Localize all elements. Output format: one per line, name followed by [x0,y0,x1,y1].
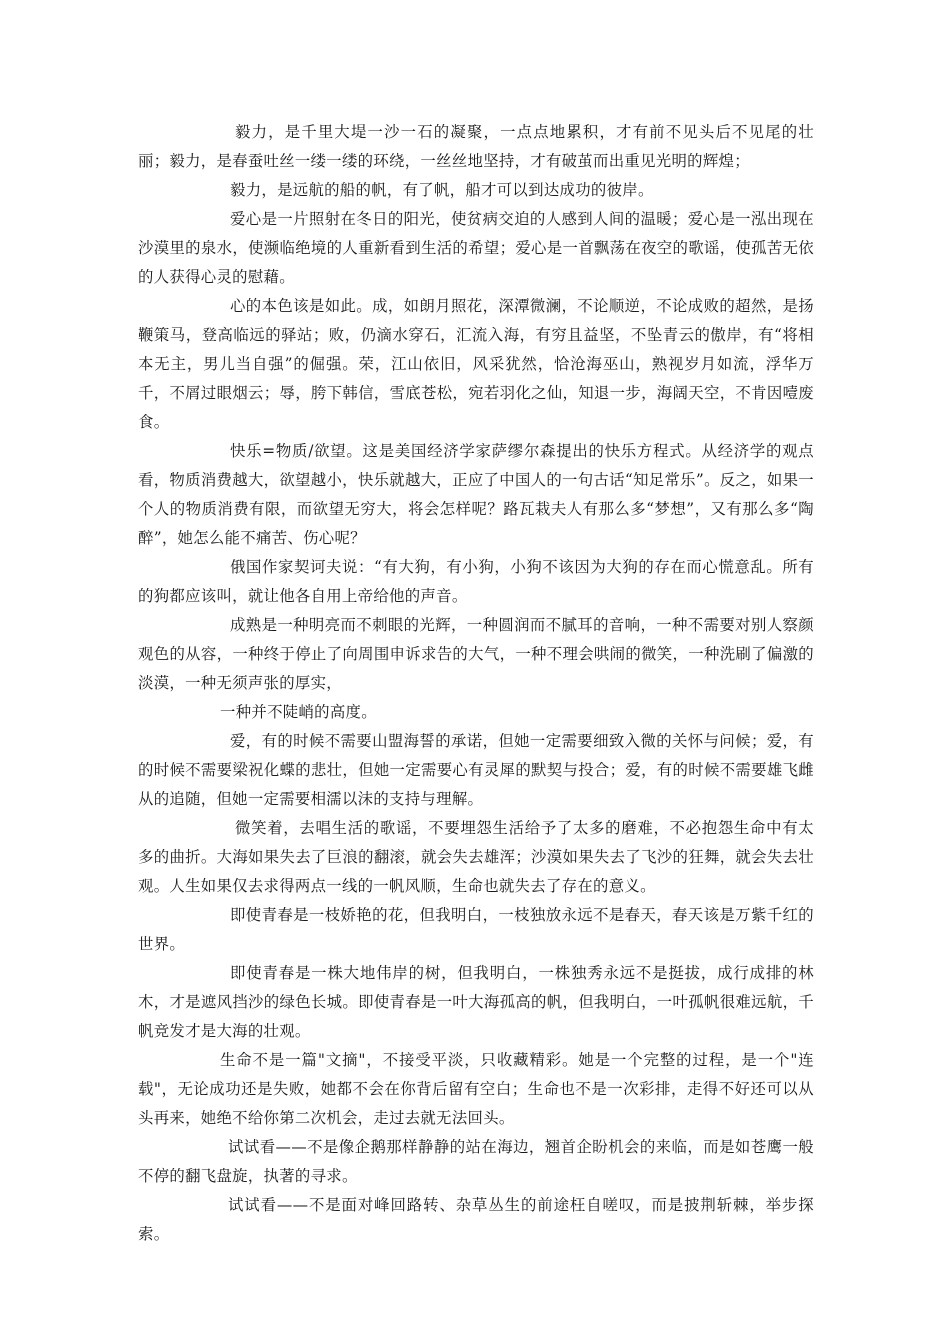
paragraph-youth-tree: 即使青春是一株大地伟岸的树，但我明白，一株独秀永远不是挺拔，成行成排的林木，才是遮风挡沙的绿色长城。即使青春是一叶大海孤高的帆，但我明白，一叶孤帆很难远航，千帆竞发才是大海的壮观。 [138,964,814,1040]
paragraph-perseverance-1: 毅力，是千里大堤一沙一石的凝聚，一点点地累积，才有前不见头后不见尾的壮丽；毅力，是春蚕吐丝一缕一缕的环绕，一丝丝地坚持，才有破茧而出重见光明的辉煌； [138,123,814,170]
paragraph-smile: 微笑着，去唱生活的歌谣，不要埋怨生活给予了太多的磨难，不必抱怨生命中有太多的曲折。大海如果失去了巨浪的翻滚，就会失去雄浑；沙漠如果失去了飞沙的狂舞，就会失去壮观。人生如果仅去求得两点一线的一帆风顺，生命也就失去了存在的意义。 [138,819,814,895]
paragraph-perseverance-2: 毅力，是远航的船的帆，有了帆，船才可以到达成功的彼岸。 [230,181,654,199]
paragraph-love-heart: 爱心是一片照射在冬日的阳光，使贫病交迫的人感到人间的温暖；爱心是一泓出现在沙漠里的泉水，使濒临绝境的人重新看到生活的希望；爱心是一首飘荡在夜空的歌谣，使孤苦无依的人获得心灵的慰藉。 [138,210,814,286]
paragraph-try-2: 试试看——不是面对峰回路转、杂草丛生的前途枉自嗟叹，而是披荆斩棘，举步探索。 [138,1196,814,1243]
paragraph-try-1: 试试看——不是像企鹅那样静静的站在海边，翘首企盼机会的来临，而是如苍鹰一般不停的翻飞盘旋，执著的寻求。 [138,1138,814,1185]
paragraph-maturity: 成熟是一种明亮而不刺眼的光辉，一种圆润而不腻耳的音响，一种不需要对别人察颜观色的从容，一种终于停止了向周围申诉求告的大气，一种不理会哄闹的微笑，一种洗刷了偏激的淡漠，一种无须声张的厚实， [138,616,814,692]
paragraph-chekhov-quote: 俄国作家契诃夫说：“有大狗，有小狗，小狗不该因为大狗的存在而心慌意乱。所有的狗都应该叫，就让他各自用上帝给他的声音。 [138,558,814,605]
paragraph-maturity-end: 一种并不陡峭的高度。 [220,703,377,721]
paragraph-life: 生命不是一篇"文摘"，不接受平淡，只收藏精彩。她是一个完整的过程，是一个"连载"，无论成功还是失败，她都不会在你背后留有空白；生命也不是一次彩排，走得不好还可以从头再来，她绝不给你第二次机会，走过去就无法回头。 [138,1051,814,1127]
document-body [138,118,814,1249]
paragraph-love: 爱，有的时候不需要山盟海誓的承诺，但她一定需要细致入微的关怀与问候；爱，有的时候不需要梁祝化蝶的悲壮，但她一定需要心有灵犀的默契与投合；爱，有的时候不需要雄飞雌从的追随，但她一定需要相濡以沫的支持与理解。 [138,732,814,808]
paragraph-youth-flower: 即使青春是一枝娇艳的花，但我明白，一枝独放永远不是春天，春天该是万紫千红的世界。 [138,906,814,953]
paragraph-heart-nature: 心的本色该是如此。成，如朗月照花，深潭微澜，不论顺逆，不论成败的超然，是扬鞭策马，登高临远的驿站；败，仍滴水穿石，汇流入海，有穷且益坚，不坠青云的傲岸，有“将相本无主，男儿当自强”的倔强。荣，江山依旧，风采犹然，恰沧海巫山，熟视岁月如流，浮华万千，不屑过眼烟云；辱，胯下韩信，雪底苍松，宛若羽化之仙，知退一步，海阔天空，不肯因噎废食。 [138,297,814,431]
paragraph-happiness: 快乐=物质/欲望。这是美国经济学家萨缪尔森提出的快乐方程式。从经济学的观点看，物质消费越大，欲望越小，快乐就越大，正应了中国人的一句古话“知足常乐”。反之，如果一个人的物质消费有限，而欲望无穷大，将会怎样呢？路瓦栽夫人有那么多“梦想”，又有那么多“陶醉”，她怎么能不痛苦、伤心呢？ [138,442,814,547]
